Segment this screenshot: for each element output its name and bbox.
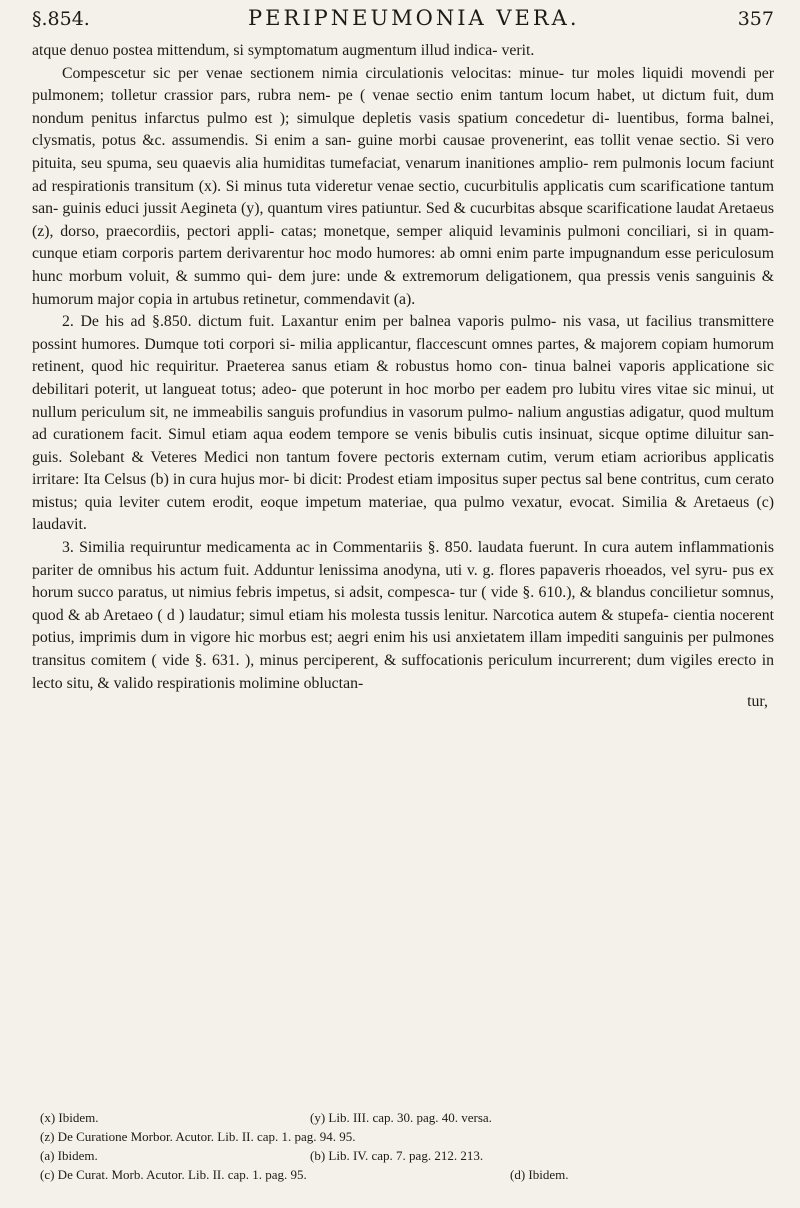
footnotes [40,1108,774,1184]
footnote-b: (b) Lib. IV. cap. 7. pag. 212. 213. [310,1148,484,1163]
paragraph-continuation: atque denuo postea mittendum, si symptomatum augmentum illud indica- verit. [32,42,535,59]
body-text [32,40,774,695]
footnote-y: (y) Lib. III. cap. 30. pag. 40. versa. [310,1110,492,1125]
footnote-row [40,1127,774,1146]
running-title: PERIPNEUMONIA VERA. [248,6,580,30]
footnote-row [40,1146,774,1165]
footnote-row [40,1108,774,1127]
section-number: §.854. [32,8,90,30]
paragraph-1: Compescetur sic per venae sectionem nimia circulationis velocitas: minue- tur moles liquidi movendi per pulmonem; tolletur crassior pars, rubra nem- pe ( venae sectio enim tantum locum habet, ut dictum fuit, dum nondum penitus infarctus pulmo est ); simulque depletis vasis spatium concedetur di- luentibus, forma balnei, clysmatis, potus &c. assumendis. Si enim a san- guine morbi causae provenerint, eas tollit venae sectio. Si vero pituita, seu spuma, seu quaevis alia humiditas tumefaciat, venarum inanitiones amplio- rem pulmonis locum faciunt ad respirationis transitum (x). Si minus tuta videretur venae sectio, cucurbitulis applicatis cum scarificatione tantum san- guinis educi jussit Aegineta (y), quantum vires patiuntur. Sed & cucurbitas absque scarificatione laudat Aretaeus (z), dorso, praecordiis, pectori appli- catas; monetque, semper aliquid levaminis pulmoni conciliari, si in quam- cunque etiam corporis partem derivarentur hoc modo humores: ab omni enim parte impugnandum esse periculosum hunc morbum voluit, & summo qui- dem jure: unde & extremorum deligationem, qua pressis venis sanguinis & humorum major copia in artubus retinetur, commendavit (a). [32,64,774,308]
footnote-a: (a) Ibidem. [40,1148,98,1163]
footnote-c: (c) De Curat. Morb. Acutor. Lib. II. cap. 1. pag. 95. [40,1167,307,1182]
paragraph-2: 2. De his ad §.850. dictum fuit. Laxantur enim per balnea vaporis pulmo- nis vasa, ut facilius transmittere possint humores. Dumque toti corpori si- milia applicantur, flaccescunt omnes partes, & majorem copiam humorum retinent, quod hic requiritur. Praeterea sanus etiam & robustus homo con- tinua balnei vaporis applicatione sic debilitari poterit, ut langueat totus; adeo- que poterunt in hoc morbo per eadem pro lubitu vires vitae sic minui, ut nullum periculum sit, ne immeabilis sanguis profundius in vasorum pulmo- nalium angustias adigatur, quod multum ad curationem facit. Simul etiam aqua eodem tempore se venis bibulis cutis insinuat, sicque optime diluitur san- guis. Solebant & Veteres Medici non tantum fovere pectoris externam cutim, verum etiam acrioribus applicatis irritare: Ita Celsus (b) in cura hujus mor- bi dicit: Prodest etiam impositus super pectus sal bene contritus, cum cerato mistus; quia leviter cutem erodit, eoque impetum materiae, qua pulmo vexatur, evocat. Similia & Aretaeus (c) laudavit. [32,313,774,534]
catchword: tur, [747,693,768,711]
footnote-d: (d) Ibidem. [510,1167,569,1182]
running-head [32,6,774,40]
footnote-x: (x) Ibidem. [40,1110,99,1125]
page-number: 357 [737,8,774,30]
footnote-z: (z) De Curatione Morbor. Acutor. Lib. II. cap. 1. pag. 94. 95. [40,1129,356,1144]
paragraph-3: 3. Similia requiruntur medicamenta ac in Commentariis §. 850. laudata fuerunt. In cura autem inflammationis pariter de omnibus his actum fuit. Adduntur lenissima anodyna, uti v. g. flores papaveris rhoeados, vel syru- pus ex horum succo paratus, ut nimius febris impetus, si adsit, compesca- tur ( vide §. 610.), & blandus concilietur somnus, quod & ab Aretaeo ( d ) laudatur; simul etiam his molesta tussis lenitur. Narcotica autem & stupefa- cientia nocerent potius, imprimis dum in vigore hic morbus est; aegri enim his usi anxietatem illam impediti sanguinis per pulmones transitus comitem ( vide §. 631. ), minus perciperent, & suffocationis periculum incurrerent; dum vigiles erecto in lecto situ, & valido respirationis molimine obluctan- [32,539,774,692]
footnote-row [40,1165,774,1184]
